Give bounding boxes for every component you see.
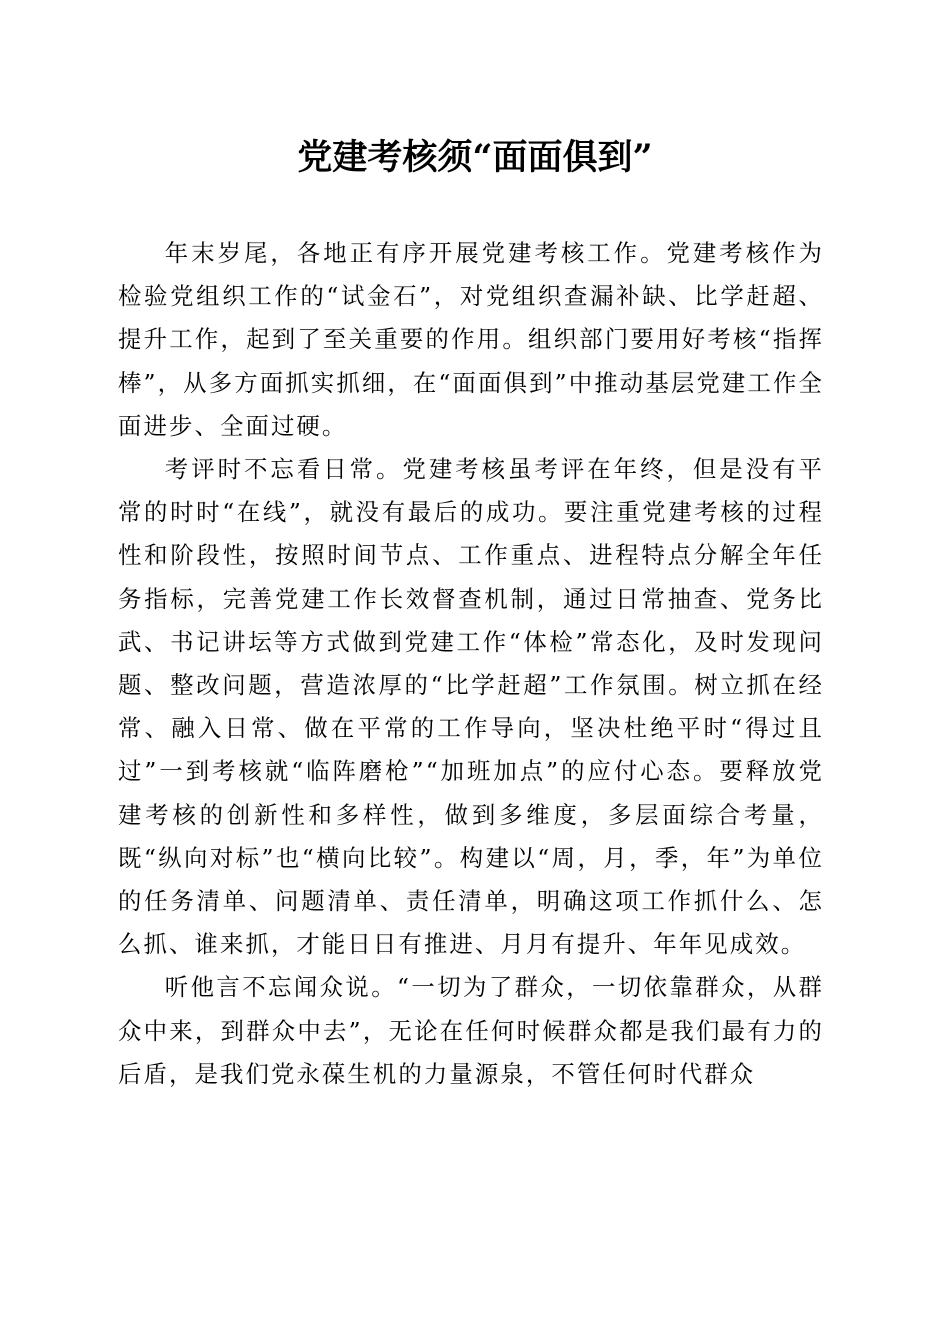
paragraph-daily-evaluation: 考评时不忘看日常。党建考核虽考评在年终，但是没有平常的时时“在线”，就没有最后的成功。要注重党建考核的过程性和阶段性，按照时间节点、工作重点、进程特点分解全年任务指标，完善党建工作长效督查机制，通过日常抽查、党务比武、书记讲坛等方式做到党建工作“体检”常态化，及时发现问题、整改问题，营造浓厚的“比学赶超”工作氛围。树立抓在经常、融入日常、做在平常的工作导向，坚决杜绝平时“得过且过”一到考核就“临阵磨枪”“加班加点”的应付心态。要释放党建考核的创新性和多样性，做到多维度，多层面综合考量，既“纵向对标”也“横向比较”。构建以“周，月，季，年”为单位的任务清单、问题清单、责任清单，明确这项工作抓什么、怎么抓、谁来抓，才能日日有推进、月月有提升、年年见成效。 xyxy=(118,455,824,959)
paragraph-listen-to-masses: 听他言不忘闻众说。“一切为了群众，一切依靠群众，从群众中来，到群众中去”，无论在任何时候群众都是我们最有力的后盾，是我们党永葆生机的力量源泉，不管任何时代群众 xyxy=(118,973,824,1088)
document-title: 党建考核须“面面俱到” xyxy=(297,137,653,178)
paragraph-intro: 年末岁尾，各地正有序开展党建考核工作。党建考核作为检验党组织工作的“试金石”，对党组织查漏补缺、比学赶超、提升工作，起到了至关重要的作用。组织部门要用好考核“指挥棒”，从多方面抓实抓细，在“面面俱到”中推动基层党建工作全面进步、全面过硬。 xyxy=(118,239,824,440)
document-body xyxy=(118,232,824,1096)
